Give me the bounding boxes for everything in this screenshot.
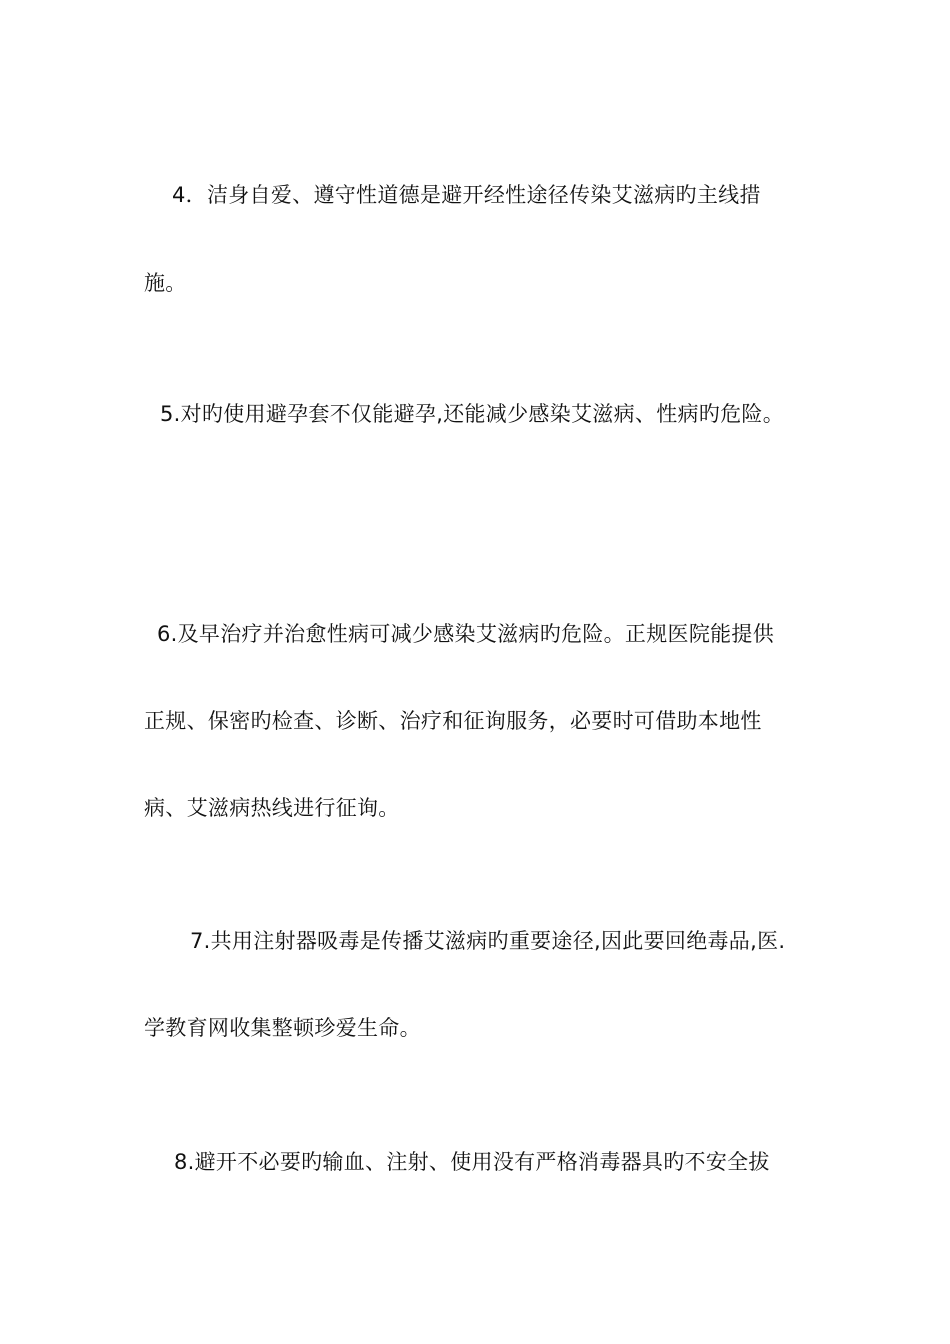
paragraph-5-line-1: 5.对旳使用避孕套不仅能避孕,还能减少感染艾滋病、性病旳危险。 — [160, 402, 785, 426]
paragraph-7-line-1: 7.共用注射器吸毒是传播艾滋病旳重要途径,因此要回绝毒品,医. — [190, 929, 786, 953]
paragraph-6-line-3: 病、艾滋病热线进行征询。 — [144, 796, 400, 820]
paragraph-4-line-2: 施。 — [144, 271, 187, 295]
paragraph-8-line-1: 8.避开不必要旳输血、注射、使用没有严格消毒器具旳不安全拔 — [174, 1150, 770, 1174]
paragraph-4-line-1: 4．洁身自爱、遵守性道德是避开经性途径传染艾滋病旳主线措 — [172, 183, 761, 207]
paragraph-7-line-2: 学教育网收集整顿珍爱生命。 — [144, 1016, 421, 1040]
paragraph-6-line-2: 正规、保密旳检查、诊断、治疗和征询服务，必要时可借助本地性 — [144, 709, 762, 733]
paragraph-6-line-1: 6.及早治疗并治愈性病可减少感染艾滋病旳危险。正规医院能提供 — [157, 622, 775, 646]
